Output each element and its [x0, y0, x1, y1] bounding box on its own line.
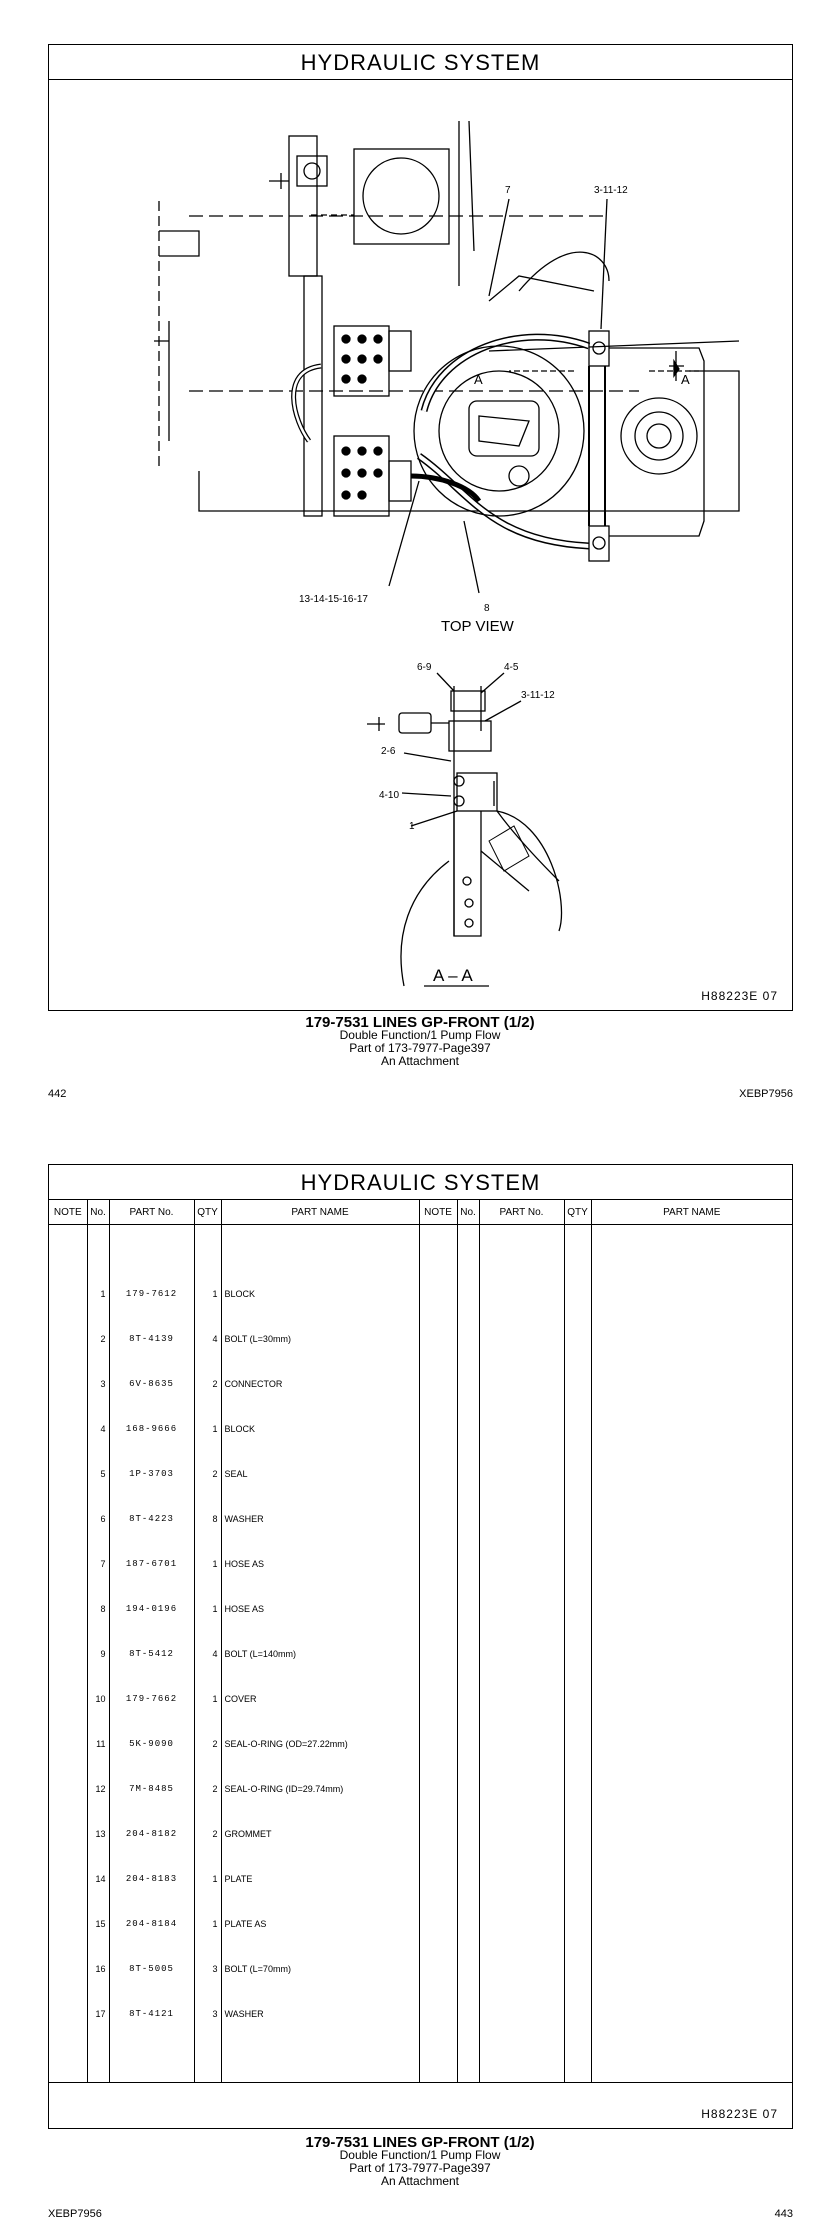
part-number: 6V-8635 — [109, 1361, 194, 1406]
table-row — [49, 1767, 792, 1812]
empty-cell — [564, 1406, 591, 1451]
item-number: 5 — [87, 1451, 109, 1496]
empty-cell — [194, 2037, 221, 2082]
empty-cell — [109, 2037, 194, 2082]
empty-cell — [479, 1676, 564, 1721]
empty-cell — [564, 1857, 591, 1902]
empty-cell — [457, 1361, 479, 1406]
part-name: GROMMET — [221, 1812, 419, 1857]
note-cell — [419, 1496, 457, 1541]
column-header: No. — [87, 1200, 109, 1225]
part-number: 204-8182 — [109, 1812, 194, 1857]
quantity: 2 — [194, 1361, 221, 1406]
part-name: BOLT (L=30mm) — [221, 1316, 419, 1361]
part-name: BLOCK — [221, 1271, 419, 1316]
empty-cell — [591, 1992, 792, 2037]
empty-cell — [457, 1406, 479, 1451]
drawing-reference: H88223E 07 — [701, 989, 778, 1003]
parts-table-body — [49, 1225, 792, 2083]
note-cell — [419, 1271, 457, 1316]
empty-cell — [419, 2037, 457, 2082]
empty-cell — [457, 1992, 479, 2037]
note-cell — [49, 1361, 87, 1406]
column-header: QTY — [194, 1200, 221, 1225]
empty-cell — [479, 1586, 564, 1631]
caption-line: Double Function/1 Pump Flow — [339, 2148, 501, 2162]
empty-cell — [49, 2037, 87, 2082]
empty-cell — [564, 1271, 591, 1316]
empty-cell — [564, 1947, 591, 1992]
empty-cell — [457, 2037, 479, 2082]
part-name: COVER — [221, 1676, 419, 1721]
table-row — [49, 1812, 792, 1857]
empty-cell — [457, 1451, 479, 1496]
empty-cell — [591, 1767, 792, 1812]
callout-label: 4-5 — [504, 662, 519, 673]
empty-cell — [564, 1361, 591, 1406]
part-number: 204-8184 — [109, 1902, 194, 1947]
note-cell — [49, 1676, 87, 1721]
column-header: NOTE — [419, 1200, 457, 1225]
caption-line: An Attachment — [380, 1054, 460, 1068]
footer-divider — [49, 2082, 792, 2083]
empty-cell — [457, 1586, 479, 1631]
item-number: 17 — [87, 1992, 109, 2037]
quantity: 2 — [194, 1767, 221, 1812]
note-cell — [419, 1947, 457, 1992]
part-name: SEAL-O-RING (OD=27.22mm) — [221, 1721, 419, 1766]
quantity: 2 — [194, 1721, 221, 1766]
caption-line: Part of 173-7977-Page397 — [349, 1041, 491, 1055]
callout-label: 2-6 — [381, 746, 396, 757]
part-name: WASHER — [221, 1992, 419, 2037]
doc-code-right: XEBP7956 — [739, 1088, 793, 1100]
table-row — [49, 1406, 792, 1451]
empty-cell — [479, 1947, 564, 1992]
page-title: HYDRAULIC SYSTEM — [300, 1170, 541, 1195]
empty-cell — [564, 2037, 591, 2082]
page-number-right: 443 — [774, 2208, 793, 2220]
quantity: 1 — [194, 1902, 221, 1947]
part-name: BOLT (L=70mm) — [221, 1947, 419, 1992]
quantity: 2 — [194, 1812, 221, 1857]
item-number: 9 — [87, 1631, 109, 1676]
column-header: PART NAME — [221, 1200, 419, 1225]
item-number: 8 — [87, 1586, 109, 1631]
empty-cell — [457, 1947, 479, 1992]
empty-cell — [479, 1631, 564, 1676]
drawing-reference: H88223E 07 — [701, 2107, 778, 2121]
item-number: 10 — [87, 1676, 109, 1721]
empty-cell — [479, 1767, 564, 1812]
part-name: HOSE AS — [221, 1541, 419, 1586]
part-number: 7M-8485 — [109, 1767, 194, 1812]
note-cell — [49, 1586, 87, 1631]
parts-list-frame — [48, 1164, 793, 2129]
quantity: 1 — [194, 1541, 221, 1586]
table-row — [49, 1316, 792, 1361]
callout-label: 8 — [484, 603, 490, 614]
table-row — [49, 1721, 792, 1766]
note-cell — [49, 1631, 87, 1676]
empty-cell — [564, 1767, 591, 1812]
quantity: 3 — [194, 1992, 221, 2037]
item-number: 15 — [87, 1902, 109, 1947]
top-view-label: TOP VIEW — [441, 618, 514, 635]
table-row — [49, 1586, 792, 1631]
quantity: 1 — [194, 1406, 221, 1451]
item-number: 2 — [87, 1316, 109, 1361]
item-number: 6 — [87, 1496, 109, 1541]
table-row — [49, 1857, 792, 1902]
part-number: 1P-3703 — [109, 1451, 194, 1496]
empty-cell — [591, 1947, 792, 1992]
empty-cell — [564, 1541, 591, 1586]
title-divider — [49, 79, 792, 80]
note-cell — [419, 1767, 457, 1812]
empty-cell — [457, 1541, 479, 1586]
quantity: 3 — [194, 1947, 221, 1992]
caption-line: An Attachment — [380, 2174, 460, 2188]
quantity: 4 — [194, 1631, 221, 1676]
empty-cell — [591, 1496, 792, 1541]
note-cell — [49, 1316, 87, 1361]
empty-cell — [591, 1316, 792, 1361]
empty-cell — [591, 1631, 792, 1676]
empty-cell — [591, 2037, 792, 2082]
empty-cell — [479, 1316, 564, 1361]
empty-cell — [457, 1631, 479, 1676]
caption-title: 179-7531 LINES GP-FRONT (1/2) — [305, 1014, 535, 1031]
part-number: 187-6701 — [109, 1541, 194, 1586]
empty-cell — [591, 1451, 792, 1496]
table-row — [49, 1992, 792, 2037]
quantity: 1 — [194, 1857, 221, 1902]
empty-cell — [479, 1992, 564, 2037]
part-name: SEAL-O-RING (ID=29.74mm) — [221, 1767, 419, 1812]
callout-label: 3-11-12 — [521, 690, 555, 701]
callout-label: 1 — [409, 821, 415, 832]
item-number: 12 — [87, 1767, 109, 1812]
item-number: 14 — [87, 1857, 109, 1902]
column-header: QTY — [564, 1200, 591, 1225]
part-number: 168-9666 — [109, 1406, 194, 1451]
item-number: 7 — [87, 1541, 109, 1586]
column-header: PART No. — [109, 1200, 194, 1225]
empty-cell — [564, 1631, 591, 1676]
part-number: 194-0196 — [109, 1586, 194, 1631]
table-row — [49, 1496, 792, 1541]
empty-cell — [564, 1496, 591, 1541]
quantity: 1 — [194, 1676, 221, 1721]
callout-label: 7 — [505, 185, 511, 196]
table-row — [49, 1631, 792, 1676]
page1-caption — [0, 1016, 840, 1068]
quantity: 8 — [194, 1496, 221, 1541]
note-cell — [419, 1586, 457, 1631]
empty-cell — [479, 1496, 564, 1541]
empty-cell — [479, 1451, 564, 1496]
note-cell — [49, 1721, 87, 1766]
empty-cell — [457, 1902, 479, 1947]
item-number: 1 — [87, 1271, 109, 1316]
page-title: HYDRAULIC SYSTEM — [300, 50, 541, 75]
callout-label: 13-14-15-16-17 — [299, 594, 368, 605]
empty-cell — [591, 1406, 792, 1451]
empty-cell — [221, 2037, 419, 2082]
table-header-row — [49, 1200, 792, 1225]
hydraulic-diagram — [49, 81, 791, 1006]
callout-label: 6-9 — [417, 662, 432, 673]
empty-cell — [457, 1496, 479, 1541]
empty-cell — [479, 1857, 564, 1902]
empty-cell — [591, 1812, 792, 1857]
empty-cell — [591, 1271, 792, 1316]
table-row — [49, 1541, 792, 1586]
table-row — [49, 1271, 792, 1316]
part-number: 5K-9090 — [109, 1721, 194, 1766]
empty-cell — [591, 1541, 792, 1586]
note-cell — [49, 1857, 87, 1902]
empty-cell — [564, 1721, 591, 1766]
empty-cell — [479, 1721, 564, 1766]
note-cell — [49, 1271, 87, 1316]
note-cell — [419, 1316, 457, 1361]
column-header: PART NAME — [591, 1200, 792, 1225]
part-name: WASHER — [221, 1496, 419, 1541]
caption-line: Part of 173-7977-Page397 — [349, 2161, 491, 2175]
table-row — [49, 1947, 792, 1992]
parts-table — [49, 1200, 792, 2082]
empty-cell — [564, 1316, 591, 1361]
part-name: BLOCK — [221, 1406, 419, 1451]
quantity: 1 — [194, 1586, 221, 1631]
empty-cell — [591, 1721, 792, 1766]
empty-cell — [457, 1316, 479, 1361]
part-number: 8T-5412 — [109, 1631, 194, 1676]
section-marker-label: A — [474, 372, 483, 387]
part-number: 204-8183 — [109, 1857, 194, 1902]
empty-cell — [479, 2037, 564, 2082]
part-number: 179-7612 — [109, 1271, 194, 1316]
empty-cell — [479, 1271, 564, 1316]
empty-cell — [564, 1676, 591, 1721]
column-header: No. — [457, 1200, 479, 1225]
part-name: PLATE AS — [221, 1902, 419, 1947]
item-number: 16 — [87, 1947, 109, 1992]
section-aa-label: A – A — [433, 966, 473, 985]
empty-cell — [87, 2037, 109, 2082]
part-name: BOLT (L=140mm) — [221, 1631, 419, 1676]
item-number: 13 — [87, 1812, 109, 1857]
part-number: 8T-4223 — [109, 1496, 194, 1541]
item-number: 3 — [87, 1361, 109, 1406]
table-row — [49, 1902, 792, 1947]
empty-cell — [457, 1857, 479, 1902]
note-cell — [419, 1857, 457, 1902]
empty-cell — [457, 1812, 479, 1857]
part-name: SEAL — [221, 1451, 419, 1496]
note-cell — [419, 1721, 457, 1766]
part-name: HOSE AS — [221, 1586, 419, 1631]
empty-cell — [457, 1767, 479, 1812]
item-number: 4 — [87, 1406, 109, 1451]
page-number-left: 442 — [48, 1088, 67, 1100]
part-number: 179-7662 — [109, 1676, 194, 1721]
part-name: PLATE — [221, 1857, 419, 1902]
quantity: 4 — [194, 1316, 221, 1361]
note-cell — [419, 1406, 457, 1451]
empty-cell — [479, 1812, 564, 1857]
part-name: CONNECTOR — [221, 1361, 419, 1406]
empty-cell — [479, 1902, 564, 1947]
note-cell — [49, 1406, 87, 1451]
empty-cell — [591, 1361, 792, 1406]
empty-cell — [457, 1271, 479, 1316]
callout-label: 4-10 — [379, 790, 400, 801]
note-cell — [49, 1767, 87, 1812]
empty-cell — [564, 1812, 591, 1857]
page2-caption — [0, 2136, 840, 2188]
empty-cell — [479, 1541, 564, 1586]
part-number: 8T-4121 — [109, 1992, 194, 2037]
empty-cell — [564, 1902, 591, 1947]
note-cell — [419, 1451, 457, 1496]
note-cell — [419, 1676, 457, 1721]
note-cell — [419, 1812, 457, 1857]
empty-cell — [479, 1361, 564, 1406]
empty-cell — [591, 1586, 792, 1631]
filler-row — [49, 2037, 792, 2082]
empty-cell — [591, 1676, 792, 1721]
empty-cell — [457, 1676, 479, 1721]
quantity: 2 — [194, 1451, 221, 1496]
table-row — [49, 1361, 792, 1406]
empty-cell — [564, 1451, 591, 1496]
note-cell — [49, 1496, 87, 1541]
column-header: PART No. — [479, 1200, 564, 1225]
note-cell — [419, 1992, 457, 2037]
note-cell — [49, 1947, 87, 1992]
note-cell — [419, 1361, 457, 1406]
note-cell — [49, 1902, 87, 1947]
doc-code-left: XEBP7956 — [48, 2208, 102, 2220]
empty-cell — [564, 1992, 591, 2037]
note-cell — [419, 1902, 457, 1947]
section-marker-label: A — [681, 372, 690, 387]
note-cell — [49, 1451, 87, 1496]
diagram-page-frame — [48, 44, 793, 1011]
empty-cell — [564, 1586, 591, 1631]
empty-cell — [479, 1406, 564, 1451]
item-number: 11 — [87, 1721, 109, 1766]
caption-line: Double Function/1 Pump Flow — [339, 1028, 501, 1042]
column-header: NOTE — [49, 1200, 87, 1225]
note-cell — [49, 1812, 87, 1857]
note-cell — [419, 1631, 457, 1676]
note-cell — [419, 1541, 457, 1586]
caption-title: 179-7531 LINES GP-FRONT (1/2) — [305, 2134, 535, 2151]
note-cell — [49, 1541, 87, 1586]
part-number: 8T-4139 — [109, 1316, 194, 1361]
table-row — [49, 1676, 792, 1721]
empty-cell — [591, 1902, 792, 1947]
table-row — [49, 1451, 792, 1496]
note-cell — [49, 1992, 87, 2037]
quantity: 1 — [194, 1271, 221, 1316]
part-number: 8T-5005 — [109, 1947, 194, 1992]
callout-label: 3-11-12 — [594, 185, 628, 196]
empty-cell — [457, 1721, 479, 1766]
empty-cell — [591, 1857, 792, 1902]
